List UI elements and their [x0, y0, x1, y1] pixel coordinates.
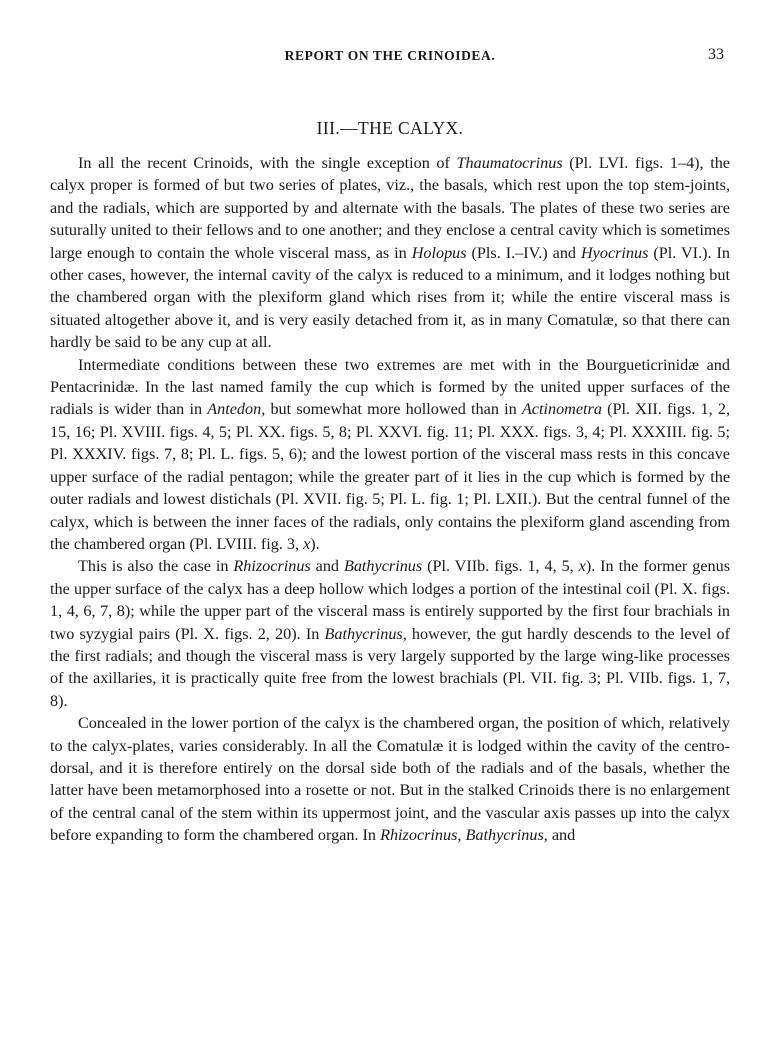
- text-run: (Pl. XII. figs. 1, 2, 15, 16; Pl. XVIII. figs. 4, 5; Pl. XX. figs. 5, 8; Pl. XXVI. fig. 11; Pl. XXX. figs. 3, 4; Pl. XXXIII. fig. 5; Pl. XXXIV. figs. 7, 8; Pl. L. figs. 5, 6); and the lowest portion of the visceral mass rests in this concave upper surface of the radial pentagon; while the greater part of it lies in the cup which is formed by the outer radials and lowest distichals (Pl. XVII. fig. 5; Pl. L. fig. 1; Pl. LXII.). But the central funnel of the calyx, which is between the inner faces of the radials, only contains the plexiform gland ascending from the chambered organ (Pl. LVIII. fig. 3,: [50, 400, 730, 553]
- text-run: , but somewhat more hollowed than in: [261, 400, 522, 419]
- paragraph-3: [50, 555, 730, 712]
- italic-term: x: [303, 534, 311, 553]
- text-run: ).: [310, 534, 320, 553]
- italic-term: Bathycrinus: [343, 557, 423, 576]
- paragraph-2: [50, 354, 730, 556]
- text-run: (Pl. LVI. figs. 1–4), the calyx proper is formed of but two series of plates, viz., the basals, which rest upon the top stem-joints, and the radials, which are supported by and alternate with the basals. The plates of these two series are suturally united to their fellows and to one another; and they enclose a central cavity which is sometimes large enough to contain the whole visceral mass, as in: [50, 154, 730, 262]
- text-run: ,: [457, 826, 466, 845]
- text-run: Concealed in the lower portion of the calyx is the chambered organ, the position of which, relatively to the calyx-plates, varies considerably. In all the Comatulæ it is lodged within the cavity of the centro-dorsal, and it is therefore entirely on the dorsal side both of the radials and of the basals, whether the latter have been metamorphosed into a rosette or not. But in the stalked Crinoids there is no enlargement of the central canal of the stem within its uppermost joint, and the vascular axis passes up into the calyx before expanding to form the chambered organ. In: [50, 714, 730, 845]
- text-run: (Pl. VIIb. figs. 1, 4, 5,: [422, 557, 579, 576]
- italic-term: Bathycrinus: [324, 624, 403, 643]
- italic-term: Actinometra: [521, 400, 602, 419]
- text-run: This is also the case in: [78, 557, 234, 576]
- text-run: (Pls. I.–IV.) and: [466, 243, 581, 262]
- italic-term: Hyocrinus: [580, 243, 649, 262]
- text-run: (Pl. VI.). In other cases, however, the internal cavity of the calyx is reduced to a minimum, and it lodges nothing but the chambered organ with the plexiform gland which rises from it; while the entire visceral mass is situated altogether above it, and is very easily detached from it, as in many Comatulæ, so that there can hardly be said to be any cup at all.: [50, 243, 730, 352]
- italic-term: Holopus: [411, 243, 467, 262]
- text-run: and: [310, 557, 344, 576]
- section-title: III.—THE CALYX.: [316, 118, 464, 138]
- italic-term: x: [578, 557, 586, 576]
- italic-term: Rhizocrinus: [380, 826, 458, 845]
- text-run: , however, the gut hardly descends to the level of the first radials; and though the visceral mass is very largely supported by the large wing-like processes of the axillaries, it is practically quite free from the lowest brachials (Pl. VII. fig. 3; Pl. VIIb. figs. 1, 7, 8).: [50, 624, 730, 710]
- paragraph-4: [50, 712, 730, 846]
- italic-term: Bathycrinus: [465, 826, 544, 845]
- italic-term: Antedon: [207, 400, 262, 419]
- body-text: [50, 152, 730, 847]
- italic-term: Thaumatocrinus: [456, 154, 563, 172]
- running-title: REPORT ON THE CRINOIDEA.: [284, 48, 496, 63]
- page-number: 33: [708, 46, 724, 63]
- document-page: [50, 0, 730, 1050]
- text-run: Intermediate conditions between these two extremes are met with in the Bourgueticrinidæ and Pentacrinidæ. In the last named family the cup which is formed by the united upper surfaces of the radials is wider than in: [50, 355, 730, 419]
- text-run: , and: [543, 826, 576, 845]
- paragraph-1: [50, 152, 730, 354]
- running-header: [50, 46, 730, 66]
- text-run: ). In the former genus the upper surface of the calyx has a deep hollow which lodges a portion of the intestinal coil (Pl. X. figs. 1, 4, 6, 7, 8); while the upper part of the visceral mass is entirely supported by the first four brachials in two syzygial pairs (Pl. X. figs. 2, 20). In: [50, 557, 730, 643]
- italic-term: Rhizocrinus: [233, 557, 311, 576]
- text-run: In all the recent Crinoids, with the single exception of: [78, 154, 457, 172]
